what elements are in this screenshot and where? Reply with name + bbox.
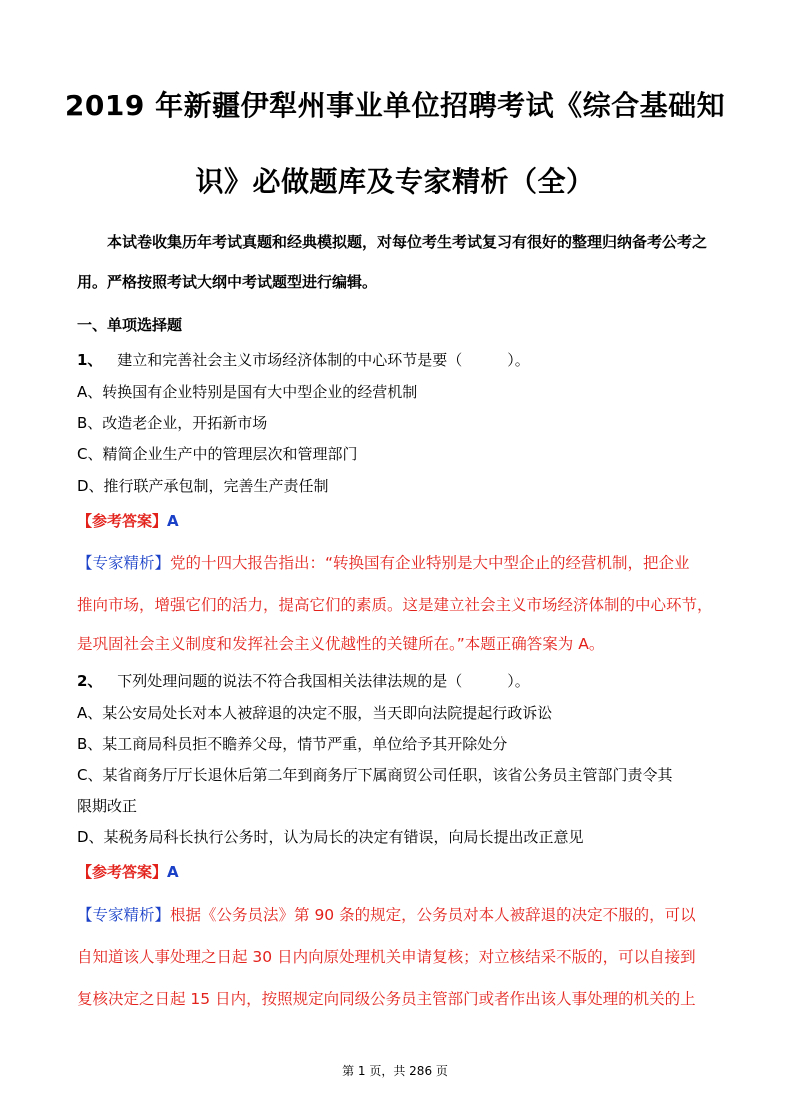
- question-number: 2、: [77, 672, 103, 690]
- q2-answer: [77, 861, 179, 882]
- analysis-label: 【专家精析】: [77, 554, 171, 572]
- q2-option-b: B、某工商局科员拒不瞻养父母，情节严重，单位给予其开除处分: [77, 735, 508, 753]
- answer-value: A: [167, 863, 179, 881]
- q1-analysis-line-3: 是巩固社会主义制度和发挥社会主义优越性的关键所在。”本题正确答案为 A。: [77, 635, 605, 653]
- q1-option-c: C、精简企业生产中的管理层次和管理部门: [77, 445, 358, 463]
- q1-option-d: D、推行联产承包制，完善生产责任制: [77, 477, 329, 495]
- q2-option-a: A、某公安局处长对本人被辞退的决定不服，当天即向法院提起行政诉讼: [77, 704, 553, 722]
- q1-option-a: A、转换国有企业特别是国有大中型企业的经营机制: [77, 383, 418, 401]
- page-title-line1: 2019 年新疆伊犁州事业单位招聘考试《综合基础知: [64, 89, 726, 122]
- q2-option-c: C、某省商务厅厅长退休后第二年到商务厅下属商贸公司任职，该省公务员主管部门责令其: [77, 766, 673, 784]
- intro-paragraph: 本试卷收集历年考试真题和经典模拟题，对每位考生考试复习有很好的整理归纳备考公考之用。严格按照考试大纲中考试题型进行编辑。: [77, 233, 708, 291]
- section-heading: 一、单项选择题: [77, 316, 183, 334]
- question-text: 下列处理问题的说法不符合我国相关法律法规的是（ ）。: [117, 672, 530, 690]
- analysis-label: 【专家精析】: [77, 906, 171, 924]
- q2-option-c-cont: 限期改正: [77, 797, 138, 815]
- q2-analysis-line-2: 自知道该人事处理之日起 30 日内向原处理机关申请复核；对立核结采不版的，可以自接到: [77, 948, 696, 966]
- question-2-stem: [77, 670, 530, 691]
- answer-label: 【参考答案】: [77, 863, 168, 881]
- question-1-stem: [77, 349, 530, 370]
- analysis-text: 党的十四大报告指出：“转换国有企业特别是大中型企止的经营机制，把企业: [170, 554, 690, 572]
- question-number: 1、: [77, 351, 103, 369]
- answer-value: A: [167, 512, 179, 530]
- answer-label: 【参考答案】: [77, 512, 168, 530]
- q1-analysis-line-2: 推向市场，增强它们的活力，提高它们的素质。这是建立社会主义市场经济体制的中心环节，: [77, 596, 713, 614]
- q1-answer: [77, 510, 179, 531]
- analysis-text: 根据《公务员法》第 90 条的规定，公务员对本人被辞退的决定不服的，可以: [170, 906, 696, 924]
- q2-option-d: D、某税务局科长执行公务时，认为局长的决定有错误，向局长提出改正意见: [77, 828, 584, 846]
- question-text: 建立和完善社会主义市场经济体制的中心环节是要（ ）。: [117, 351, 530, 369]
- q1-option-b: B、改造老企业，开拓新市场: [77, 414, 268, 432]
- page-title-line2: 识》必做题库及专家精析（全）: [195, 165, 595, 198]
- q1-analysis-line-1: [77, 551, 690, 573]
- q2-analysis-line-3: 复核决定之日起 15 日内，按照规定向同级公务员主管部门或者作出该人事处理的机关的上: [77, 990, 696, 1008]
- page-footer: 第 1 页，共 286 页: [342, 1064, 448, 1078]
- q2-analysis-line-1: [77, 903, 696, 925]
